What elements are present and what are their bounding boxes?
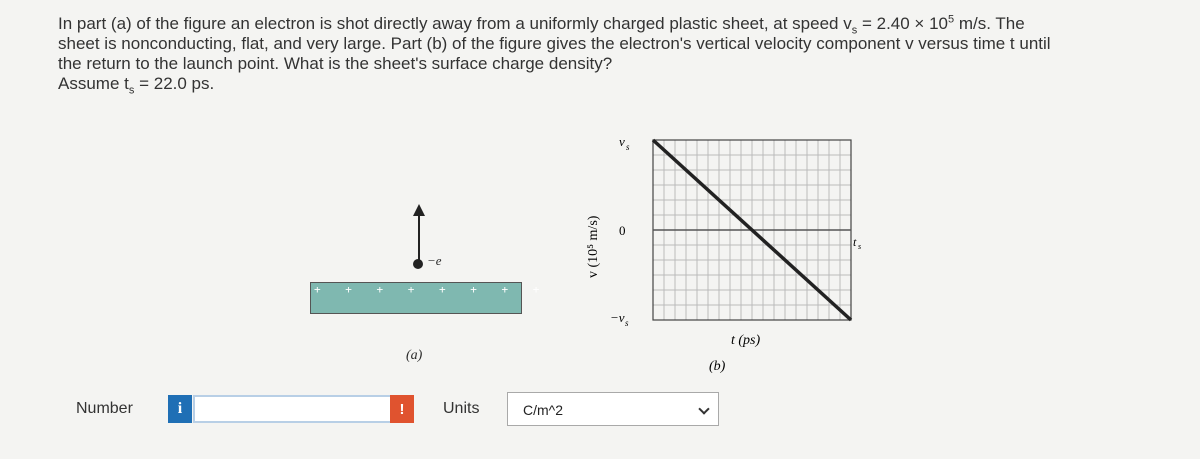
question-line-1: In part (a) of the figure an electron is shot directly away from a uniformly charged plastic sheet, at speed $v_s = 2.40 \times 10^5$ m/s. The [58, 13, 1025, 37]
question-text [58, 13, 1168, 97]
answer-row [0, 390, 1200, 430]
info-icon[interactable]: i [168, 395, 192, 423]
tick-zero: 0 [619, 223, 626, 238]
velocity-time-graph [585, 128, 885, 388]
number-input[interactable] [193, 395, 399, 423]
ts-label-sub: s [858, 242, 862, 251]
units-select[interactable] [507, 392, 719, 426]
charged-sheet [310, 282, 549, 314]
question-line-3: the return to the launch point. What is the sheet's surface charge density? [58, 54, 613, 73]
tick-neg-vs: −v [610, 310, 625, 325]
units-selected-value: C/m^2 [523, 402, 564, 418]
ts-label: t [853, 235, 857, 249]
tick-vs-sub: s [626, 142, 630, 152]
question-line-2: sheet is nonconducting, flat, and very large. Part (b) of the figure gives the electron's vertical velocity component v versus time t until [58, 34, 1051, 53]
chevron-down-icon [698, 403, 709, 414]
figure-b [585, 128, 885, 388]
assume-text: Assume $t_s = 22.0$ ps. [58, 74, 215, 97]
x-axis-label: t (ps) [731, 333, 761, 348]
tick-vs: v [619, 134, 625, 149]
figure-a [300, 200, 549, 380]
velocity-arrow [418, 212, 420, 262]
number-label: Number [76, 400, 133, 417]
tick-neg-vs-sub: s [625, 318, 629, 328]
warning-icon[interactable]: ! [390, 395, 414, 423]
units-label: Units [443, 400, 480, 417]
figure-b-caption: (b) [709, 359, 726, 374]
electron [413, 259, 423, 269]
sheet-charges: + + + + + + + + [314, 283, 549, 296]
y-axis-label: v (10⁵ m/s) [586, 215, 601, 278]
figure-a-caption: (a) [406, 348, 423, 363]
electron-label: −e [427, 253, 442, 268]
